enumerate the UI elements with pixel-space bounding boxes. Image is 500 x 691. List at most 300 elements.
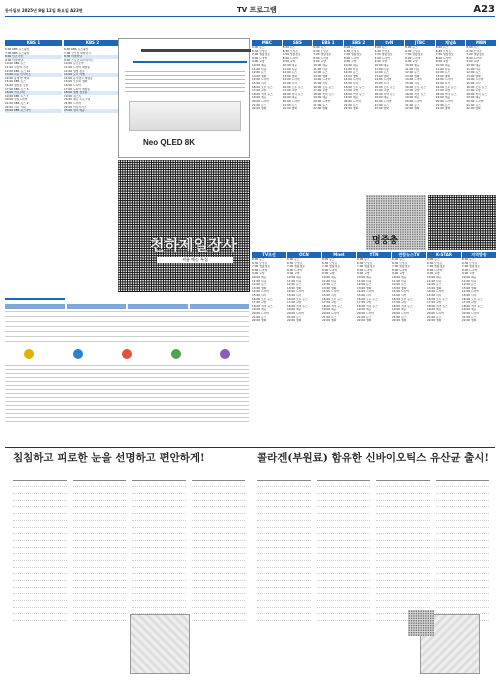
program-item: 21:00 뉴스 — [405, 103, 420, 107]
program-item: 8:30 아침마당 — [64, 55, 121, 59]
program-item: 17:00 교양 — [374, 89, 389, 93]
program-item: 6:00 KBS 뉴스광장 — [5, 48, 30, 51]
program-item: 6:00 뉴스 — [313, 46, 326, 49]
text-line — [317, 614, 371, 621]
program-item: 21:00 뉴스 — [252, 315, 267, 319]
text-line — [257, 588, 311, 595]
text-line — [257, 541, 311, 548]
channel-column — [357, 252, 391, 340]
program-item: 12:00 KBS 뉴스 12 — [5, 69, 31, 73]
text-column — [192, 474, 246, 481]
channel-column — [462, 252, 496, 340]
program-item: 16:00 오후 뉴스 — [322, 297, 343, 301]
text-line — [192, 514, 246, 521]
program-item: 15:00 시사 — [374, 81, 389, 85]
program-item: 15:00 시사 — [313, 81, 328, 85]
program-item: 10:00 예능 — [405, 63, 420, 67]
program-item: 10:00 KBS 뉴스 — [5, 62, 26, 66]
text-column — [317, 474, 371, 481]
text-line — [73, 581, 127, 588]
program-item: 18:00 저녁 뉴스 — [282, 92, 304, 96]
program-item: 20:00 드라마 — [435, 99, 453, 103]
program-item: 9:00 교양 — [374, 60, 388, 64]
text-line — [13, 608, 67, 615]
program-item: 20:00 드라마 — [374, 99, 392, 103]
program-item: 16:00 오후 뉴스 — [466, 85, 488, 89]
program-item: 18:00 가요무대 — [5, 91, 62, 95]
text-line — [13, 554, 67, 561]
program-item: 19:00 예능 — [287, 308, 302, 312]
text-line — [436, 581, 490, 588]
program-item: 8:00 드라마 — [466, 56, 482, 60]
program-item: 18:00 저녁 뉴스 — [252, 304, 273, 308]
program-item: 7:00 KBS 뉴스광장 — [5, 51, 30, 55]
text-line — [192, 534, 246, 541]
right-poster-title: 명중충 — [372, 236, 399, 246]
text-line — [192, 594, 246, 601]
program-item: 16:00 오후 뉴스 — [343, 85, 365, 89]
program-item: 6:30 모닝쇼 — [313, 49, 329, 53]
text-line — [317, 528, 371, 535]
program-item: 7:00 생활정보 — [405, 53, 424, 57]
date-line: 동아일보 2025년 8월 12일 화요일 A23면 — [5, 8, 83, 13]
program-item: 17:00 교양 — [282, 89, 297, 93]
program-item: 11:00 다큐 — [282, 67, 297, 71]
program-item: 11:00 다큐 — [435, 67, 451, 71]
program-item: 15:00 시사 — [466, 81, 481, 85]
text-column — [132, 474, 186, 481]
program-item: 14:00 드라마 — [462, 290, 480, 294]
program-item: 22:00 영화 — [392, 319, 407, 323]
text-line — [436, 541, 490, 548]
program-item: 6:00 뉴스 — [466, 46, 479, 49]
program-item: 9:00 교양 — [322, 272, 335, 276]
text-line — [436, 521, 490, 528]
text-line — [257, 601, 311, 608]
channel-column — [322, 252, 356, 340]
text-line — [317, 481, 371, 488]
text-line — [436, 514, 490, 521]
program-item: 13:00 영화 — [282, 74, 297, 78]
program-item: 14:00 드라마 — [287, 290, 305, 294]
text-line — [317, 581, 371, 588]
text-line — [376, 568, 430, 575]
text-column — [436, 474, 490, 481]
text-line — [436, 588, 490, 595]
program-item: 8:00 드라마 — [374, 56, 390, 60]
program-item: 8:00 드라마 — [322, 268, 338, 272]
program-item: 9:00 교양 — [462, 272, 475, 276]
text-line — [73, 554, 127, 561]
text-line — [436, 481, 490, 488]
program-item: 10:00 예능 — [322, 275, 337, 279]
program-item: 16:00 오후 뉴스 — [427, 297, 448, 301]
program-item: 19:00 예능 — [343, 96, 359, 100]
program-item: 9:00 교양 — [435, 60, 449, 64]
program-item: 17:00 교양 — [287, 301, 302, 305]
program-item: 17:00 교양 — [392, 301, 407, 305]
text-line — [317, 588, 371, 595]
program-item: 13:00 영화 — [287, 286, 302, 290]
text-line — [73, 487, 127, 494]
text-line — [13, 521, 67, 528]
program-item: 17:00 교양 — [427, 301, 442, 305]
program-item: 16:00 생방송 오늘 — [5, 83, 29, 87]
text-line — [13, 514, 67, 521]
program-item: 14:00 동네 한 바퀴 — [5, 76, 30, 80]
channel-header: K-STAR — [427, 252, 461, 258]
channel-column — [427, 252, 461, 340]
program-item: 6:00 뉴스 — [435, 46, 449, 49]
tv-set-image — [129, 101, 241, 131]
program-item: 17:00 교양 — [343, 89, 359, 93]
program-item: 17:00 교양 — [405, 89, 420, 93]
text-line — [73, 588, 127, 595]
text-line — [317, 554, 371, 561]
program-item: 6:00 뉴스 — [405, 46, 418, 49]
text-line — [13, 594, 67, 601]
program-item: 6:00 뉴스 — [462, 258, 475, 261]
channel-header: Mnet — [322, 252, 356, 258]
text-line — [257, 561, 311, 568]
program-item: 6:00 뉴스 — [427, 258, 440, 261]
text-line — [192, 481, 246, 488]
program-item: 17:00 교양 — [466, 89, 481, 93]
program-item: 10:00 예능 — [435, 63, 451, 67]
program-item: 14:00 뮤직뱅크 재방송 — [64, 76, 93, 80]
text-line — [436, 534, 490, 541]
text-line — [317, 474, 371, 481]
program-item: 9:00 교양 — [252, 272, 265, 276]
program-item: 7:00 생활정보 — [252, 265, 270, 269]
text-line — [317, 534, 371, 541]
program-item: 22:00 영화 — [322, 319, 337, 323]
program-item: 12:00 뉴스 — [287, 283, 302, 287]
program-item: 13:00 영화 — [405, 74, 420, 78]
program-item: 15:00 시사 — [357, 293, 372, 297]
text-line — [13, 614, 67, 621]
program-item: 22:00 영화 — [287, 319, 302, 323]
text-line — [73, 614, 127, 621]
channel-header-kbs2: KBS 2 — [64, 40, 121, 46]
program-item: 6:30 모닝쇼 — [374, 49, 390, 53]
text-line — [257, 581, 311, 588]
channel-column — [283, 40, 313, 244]
program-item: 6:30 모닝쇼 — [405, 49, 421, 53]
program-item: 10:00 예능 — [287, 275, 302, 279]
program-item: 22:00 영화 — [462, 319, 477, 323]
program-item: 11:00 다큐 — [462, 279, 477, 283]
text-line — [73, 507, 127, 514]
text-line — [257, 554, 311, 561]
program-item: 14:00 드라마 — [313, 78, 331, 82]
program-item: 19:00 예능 — [322, 308, 337, 312]
program-item: 14:00 드라마 — [252, 78, 270, 82]
program-item: 6:00 뉴스 — [392, 258, 405, 261]
text-line — [376, 581, 430, 588]
program-item: 18:00 저녁 뉴스 — [435, 92, 457, 96]
text-line — [317, 541, 371, 548]
program-item: 15:00 시사 — [427, 293, 442, 297]
program-item: 16:00 오후 뉴스 — [405, 85, 426, 89]
ad-tv — [118, 38, 250, 158]
text-line — [13, 507, 67, 514]
channel-header: 지역방송 — [462, 252, 496, 258]
program-item: 18:00 저녁 뉴스 — [466, 92, 488, 96]
text-line — [376, 548, 430, 555]
program-item: 6:00 뉴스 — [282, 46, 296, 49]
program-item: 14:00 드라마 — [427, 290, 445, 294]
text-line — [257, 474, 311, 481]
program-item: 20:00 예능 프로그램 — [64, 98, 91, 102]
channel-header: YTN — [357, 252, 391, 258]
text-line — [13, 568, 67, 575]
program-item: 19:00 예능 — [405, 96, 420, 100]
text-line — [132, 481, 186, 488]
text-line — [132, 601, 186, 608]
text-line — [376, 528, 430, 535]
program-item: 11:00 다큐 — [313, 67, 328, 71]
program-item: 15:00 시사 — [282, 81, 297, 85]
program-item: 15:00 오후의 영화 — [64, 80, 88, 84]
program-item: 20:00 드라마 — [313, 99, 331, 103]
channel-header: JTBC — [405, 40, 435, 46]
text-line — [376, 514, 430, 521]
program-item: 18:00 저녁 뉴스 — [392, 304, 413, 308]
program-item: 20:00 드라마 — [392, 311, 410, 315]
channel-header: EBS 1 — [313, 40, 343, 46]
text-line — [73, 494, 127, 501]
program-item: 17:00 교양 — [252, 89, 267, 93]
text-line — [436, 568, 490, 575]
text-line — [132, 521, 186, 528]
text-line — [192, 494, 246, 501]
program-item: 6:30 모닝쇼 — [357, 261, 373, 265]
text-line — [132, 554, 186, 561]
program-item: 10:00 예능 — [392, 275, 407, 279]
text-line — [257, 534, 311, 541]
text-line — [376, 481, 430, 488]
text-line — [376, 521, 430, 528]
program-item: 20:00 드라마 — [252, 311, 270, 315]
program-item: 15:00 시사 — [435, 81, 451, 85]
text-line — [317, 514, 371, 521]
text-line — [13, 601, 67, 608]
text-line — [317, 608, 371, 615]
program-item: 18:00 저녁 뉴스 — [462, 304, 483, 308]
text-line — [192, 601, 246, 608]
text-line — [257, 487, 311, 494]
program-item: 16:00 오후 뉴스 — [435, 85, 457, 89]
text-line — [436, 507, 490, 514]
program-item: 7:00 생활정보 — [462, 265, 480, 269]
program-item: 6:30 모닝쇼 — [462, 261, 478, 265]
program-item: 12:00 뉴스 — [282, 71, 297, 75]
program-item: 23:00 KBS 뉴스라인 — [5, 109, 62, 113]
left-schedule — [5, 40, 121, 330]
program-item: 6:00 뉴스 — [374, 46, 388, 49]
program-item: 7:00 생활정보 — [282, 53, 301, 57]
text-line — [317, 494, 371, 501]
program-item: 14:00 드라마 — [252, 290, 270, 294]
text-line — [73, 528, 127, 535]
program-item: 8:00 드라마 — [252, 268, 268, 272]
program-item: 16:00 오후 뉴스 — [287, 297, 308, 301]
text-line — [436, 561, 490, 568]
text-line — [192, 474, 246, 481]
program-item: 21:00 뉴스 — [357, 315, 372, 319]
program-item: 21:00 뉴스 — [392, 315, 407, 319]
program-item: 14:00 드라마 — [405, 78, 423, 82]
program-item: 19:00 예능 — [435, 96, 451, 100]
program-item: 20:00 드라마 — [427, 311, 445, 315]
text-line — [376, 588, 430, 595]
program-item: 15:00 시사 — [287, 293, 302, 297]
program-item: 20:00 드라마 — [405, 99, 423, 103]
program-item: 12:00 생생 정보 — [64, 69, 85, 73]
program-item: 11:00 다큐 — [252, 279, 267, 283]
text-line — [13, 481, 67, 488]
program-item: 7:00 생활정보 — [252, 53, 270, 57]
text-line — [376, 494, 430, 501]
program-item: 7:00 생활정보 — [313, 53, 332, 57]
program-item: 14:00 드라마 — [374, 78, 392, 82]
program-item: 11:00 사랑의 가족 — [5, 65, 29, 69]
program-item: 18:00 저녁 뉴스 — [405, 92, 426, 96]
program-item: 18:00 저녁 뉴스 — [252, 92, 273, 96]
program-item: 8:00 인간극장 — [5, 55, 62, 59]
ad-body-text — [125, 71, 245, 95]
program-item: 19:00 예능 — [427, 308, 442, 312]
program-item: 20:00 드라마 — [287, 311, 305, 315]
text-line — [257, 614, 311, 621]
program-item: 22:00 영화 — [282, 107, 297, 111]
program-item: 19:00 예능 — [374, 96, 389, 100]
text-line — [317, 487, 371, 494]
program-item: 14:00 드라마 — [343, 78, 361, 82]
program-item: 8:00 드라마 — [313, 56, 329, 60]
text-line — [132, 528, 186, 535]
text-line — [192, 574, 246, 581]
program-item: 10:00 예능 — [252, 63, 267, 67]
text-line — [13, 501, 67, 508]
text-line — [192, 528, 246, 535]
text-line — [436, 487, 490, 494]
program-item: 15:00 시사 — [392, 293, 407, 297]
genre-icon — [73, 349, 83, 359]
program-item: 9:00 교양 — [466, 60, 479, 64]
text-line — [317, 521, 371, 528]
text-line — [257, 507, 311, 514]
program-item: 10:00 순간포착 — [64, 62, 84, 66]
program-item: 20:00 드라마 — [466, 99, 484, 103]
text-line — [73, 514, 127, 521]
program-item: 12:00 뉴스 — [252, 283, 267, 287]
text-line — [73, 521, 127, 528]
bottom-left-product-image — [130, 614, 190, 674]
program-item: 13:00 영화 — [435, 74, 451, 78]
program-item: 12:00 뉴스 — [462, 283, 477, 287]
text-line — [192, 588, 246, 595]
program-item: 11:00 다큐 — [466, 67, 481, 71]
lower-left-table — [5, 298, 249, 346]
program-item: 10:00 예능 — [466, 63, 481, 67]
right-poster-figure — [428, 195, 496, 250]
program-item: 15:00 시사 — [322, 293, 337, 297]
text-line — [132, 494, 186, 501]
program-item: 12:00 뉴스 — [357, 283, 372, 287]
channel-header: MBC — [252, 40, 282, 46]
poster-ad — [118, 160, 250, 292]
program-item: 13:00 다큐 인사이트 — [5, 73, 62, 77]
ad-headline-bar — [141, 49, 251, 52]
genre-icon — [24, 349, 34, 359]
program-item: 8:00 드라마 — [343, 56, 360, 60]
text-line — [317, 548, 371, 555]
text-line — [436, 574, 490, 581]
text-line — [376, 507, 430, 514]
program-item: 16:00 오후 뉴스 — [252, 297, 273, 301]
program-item: 11:00 다큐 — [405, 67, 420, 71]
page-number: A23 — [473, 4, 495, 15]
program-item: 18:00 생생 정보통 — [64, 91, 121, 95]
program-item: 16:00 오후 뉴스 — [252, 85, 273, 89]
program-item: 22:00 영화 — [374, 107, 389, 111]
program-item: 16:00 드라마 — [64, 83, 82, 87]
schedule-row — [5, 109, 121, 113]
program-item: 10:00 예능 — [357, 275, 372, 279]
text-line — [317, 601, 371, 608]
text-line — [192, 581, 246, 588]
program-item: 21:00 뉴스 — [282, 103, 297, 107]
text-line — [257, 568, 311, 575]
text-line — [192, 521, 246, 528]
text-line — [257, 481, 311, 488]
program-item: 8:00 드라마 — [282, 56, 298, 60]
program-item: 6:30 모닝쇼 — [435, 49, 452, 53]
program-item: 7:00 생활정보 — [392, 265, 410, 269]
genre-icon — [220, 349, 230, 359]
program-item: 7:00 생활정보 — [322, 265, 340, 269]
program-item: 15:00 KBS 뉴스 — [5, 80, 26, 84]
program-item: 10:00 예능 — [427, 275, 442, 279]
program-item: 11:00 다큐 — [392, 279, 407, 283]
text-line — [436, 474, 490, 481]
program-item: 21:00 뉴스 — [374, 103, 389, 107]
program-item: 13:00 영화 — [427, 286, 442, 290]
text-line — [132, 487, 186, 494]
text-line — [73, 561, 127, 568]
channel-column — [313, 40, 343, 244]
program-item: 8:00 드라마 — [287, 268, 303, 272]
section-divider — [5, 447, 495, 448]
text-line — [132, 548, 186, 555]
text-line — [73, 541, 127, 548]
program-item: 7:00 생활정보 — [287, 265, 305, 269]
program-item: 6:30 모닝쇼 — [343, 49, 360, 53]
program-item: 11:00 다큐 — [322, 279, 337, 283]
text-line — [436, 528, 490, 535]
program-item: 22:00 영화 — [343, 107, 359, 111]
text-line — [376, 554, 430, 561]
program-item: 11:00 다큐 — [427, 279, 442, 283]
program-item: 8:00 드라마 — [252, 56, 268, 60]
tv-product-name: Neo QLED 8K — [143, 138, 196, 147]
program-item: 6:00 뉴스 — [322, 258, 335, 261]
text-line — [317, 594, 371, 601]
program-item: 10:00 예능 — [343, 63, 359, 67]
text-line — [192, 561, 246, 568]
